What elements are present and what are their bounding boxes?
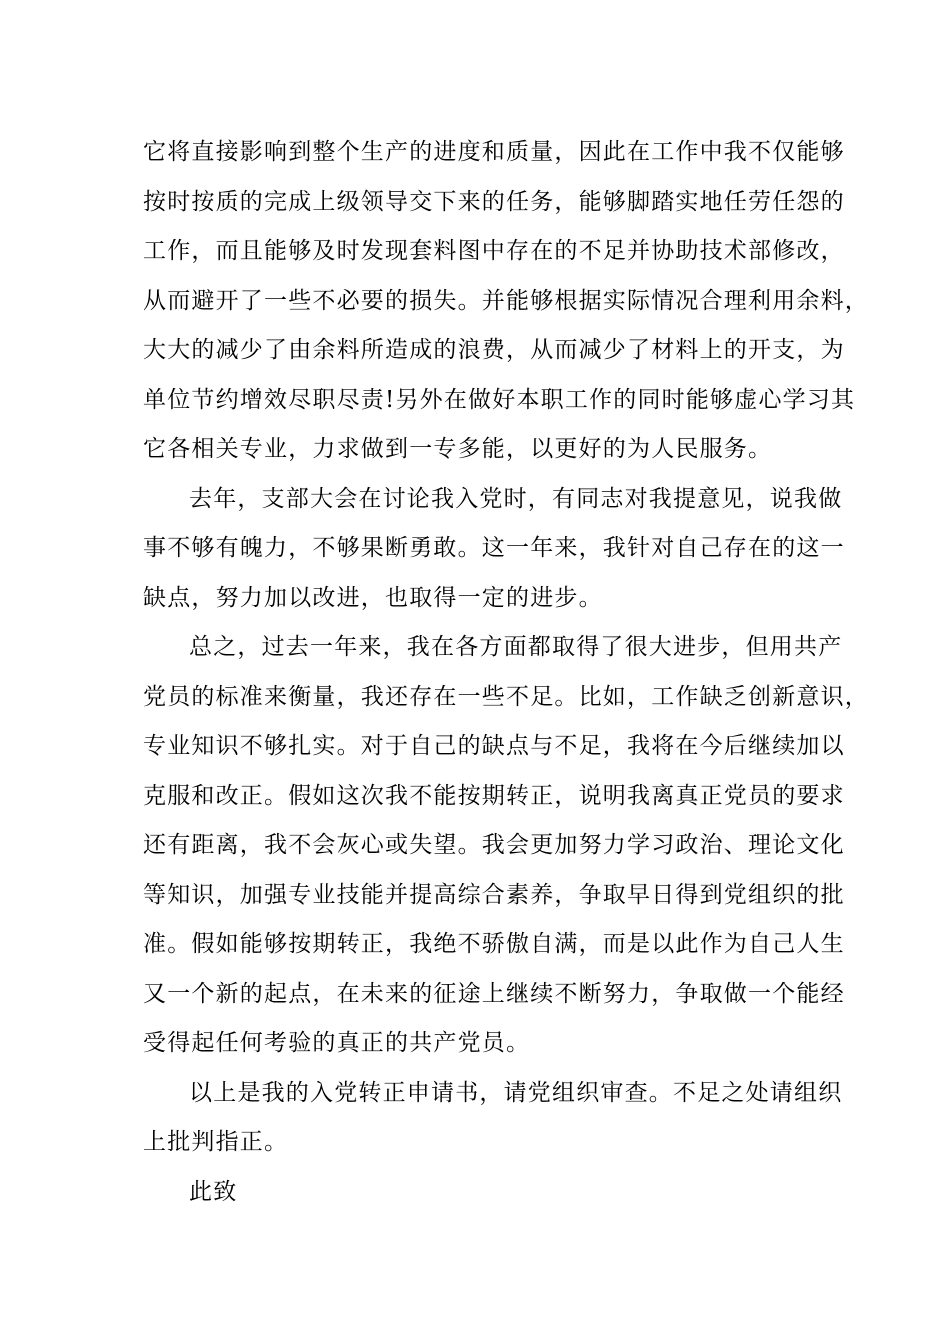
text-line: 按时按质的完成上级领导交下来的任务，能够脚踏实地任劳任怨的	[143, 188, 845, 215]
text-line: 上批判指正。	[143, 1129, 289, 1155]
text-line: 等知识，加强专业技能并提高综合素养，争取早日得到党组织的批	[143, 881, 845, 908]
text-line: 它各相关专业，力求做到一专多能，以更好的为人民服务。	[143, 436, 773, 462]
text-line: 准。假如能够按期转正，我绝不骄傲自满，而是以此作为自己人生	[143, 931, 845, 957]
text-line: 克服和改正。假如这次我不能按期转正，说明我离真正党员的要求	[143, 782, 845, 809]
text-line: 它将直接影响到整个生产的进度和质量，因此在工作中我不仅能够	[143, 139, 845, 165]
text-line: 还有距离，我不会灰心或失望。我会更加努力学习政治、理论文化	[143, 832, 845, 858]
text-line: 大大的减少了由余料所造成的浪费，从而减少了材料上的开支，为	[143, 337, 845, 363]
document-body	[143, 128, 869, 1217]
text-line: 从而避开了一些不必要的损失。并能够根据实际情况合理利用余料，	[143, 287, 869, 314]
text-line: 单位节约增效尽职尽责!另外在做好本职工作的同时能够虚心学习其	[143, 386, 856, 413]
text-line: 总之，过去一年来，我在各方面都取得了很大进步，但用共产	[189, 634, 843, 660]
text-line: 又一个新的起点，在未来的征途上继续不断努力，争取做一个能经	[143, 980, 845, 1007]
text-line: 党员的标准来衡量，我还存在一些不足。比如，工作缺乏创新意识，	[143, 683, 869, 710]
text-line: 事不够有魄力，不够果断勇敢。这一年来，我针对自己存在的这一	[143, 535, 845, 561]
text-line: 此致	[189, 1178, 238, 1205]
text-line: 以上是我的入党转正申请书，请党组织审查。不足之处请组织	[189, 1079, 843, 1106]
text-line: 专业知识不够扎实。对于自己的缺点与不足，我将在今后继续加以	[143, 733, 845, 759]
text-line: 去年，支部大会在讨论我入党时，有同志对我提意见，说我做	[189, 485, 843, 512]
text-line: 缺点，努力加以改进，也取得一定的进步。	[143, 584, 603, 611]
text-line: 受得起任何考验的真正的共产党员。	[143, 1030, 531, 1056]
text-line: 工作，而且能够及时发现套料图中存在的不足并协助技术部修改，	[143, 238, 845, 264]
